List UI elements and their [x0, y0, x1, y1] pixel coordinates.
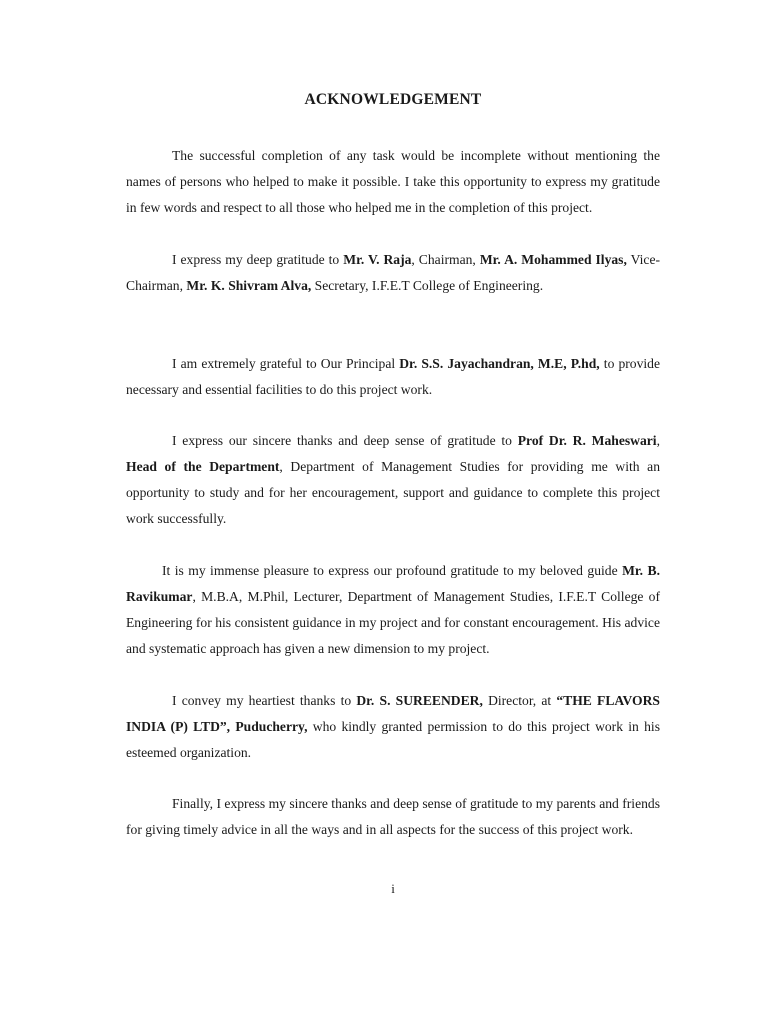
paragraph-management [126, 247, 660, 299]
text-run: , [656, 433, 660, 448]
paragraph-principal [126, 351, 660, 403]
name-hod: Prof Dr. R. Maheswari [517, 433, 657, 448]
name-guide: Mr. B. Ravikumar [126, 563, 660, 604]
text-run: Secretary, I.F.E.T College of Engineering. [311, 278, 544, 293]
name-director: Dr. S. SUREENDER, [356, 693, 483, 708]
designation-hod: Head of the Department [126, 459, 280, 474]
text-run: , M.B.A, M.Phil, Lecturer, Department of Management Studies, I.F.E.T College of Engineering for his consistent guidance in my project and for constant encouragement. His advice and systematic approach has given a new dimension to my project. [126, 589, 660, 656]
page-title: ACKNOWLEDGEMENT [304, 91, 482, 108]
name-secretary: Mr. K. Shivram Alva, [186, 278, 312, 293]
paragraph-family: Finally, I express my sincere thanks and deep sense of gratitude to my parents and friends for giving timely advice in all the ways and in all aspects for the success of this project work. [126, 796, 660, 837]
page-number: i [391, 881, 395, 896]
text-run: It is my immense pleasure to express our profound gratitude to my beloved guide [162, 563, 623, 578]
name-chairman: Mr. V. Raja [343, 252, 412, 267]
name-organization: “THE FLAVORS INDIA (P) LTD”, Puducherry, [126, 693, 660, 734]
text-run: , Department of Management Studies for providing me with an opportunity to study and for her encouragement, support and guidance to complete this project work successfully. [126, 459, 660, 526]
text-run: , Chairman, [411, 252, 480, 267]
text-run: I am extremely grateful to Our Principal [172, 356, 400, 371]
paragraph-hod [126, 428, 660, 532]
text-run: Director, at [482, 693, 557, 708]
text-run: I express our sincere thanks and deep sense of gratitude to [172, 433, 518, 448]
name-principal: Dr. S.S. Jayachandran, M.E, P.hd, [399, 356, 600, 371]
name-vice-chairman: Mr. A. Mohammed Ilyas, [479, 252, 627, 267]
paragraph-director [126, 688, 660, 766]
text-run: I express my deep gratitude to [172, 252, 344, 267]
text-run: Vice-Chairman, [126, 252, 661, 293]
text-run: to provide necessary and essential facilities to do this project work. [126, 356, 660, 397]
text-run: I convey my heartiest thanks to [172, 693, 357, 708]
paragraph-intro: The successful completion of any task would be incomplete without mentioning the names of persons who helped to make it possible. I take this opportunity to express my gratitude in few words and respect to all those who helped me in the completion of this project. [126, 148, 660, 215]
paragraph-guide [126, 558, 660, 662]
text-run: who kindly granted permission to do this project work in his esteemed organization. [126, 719, 660, 760]
